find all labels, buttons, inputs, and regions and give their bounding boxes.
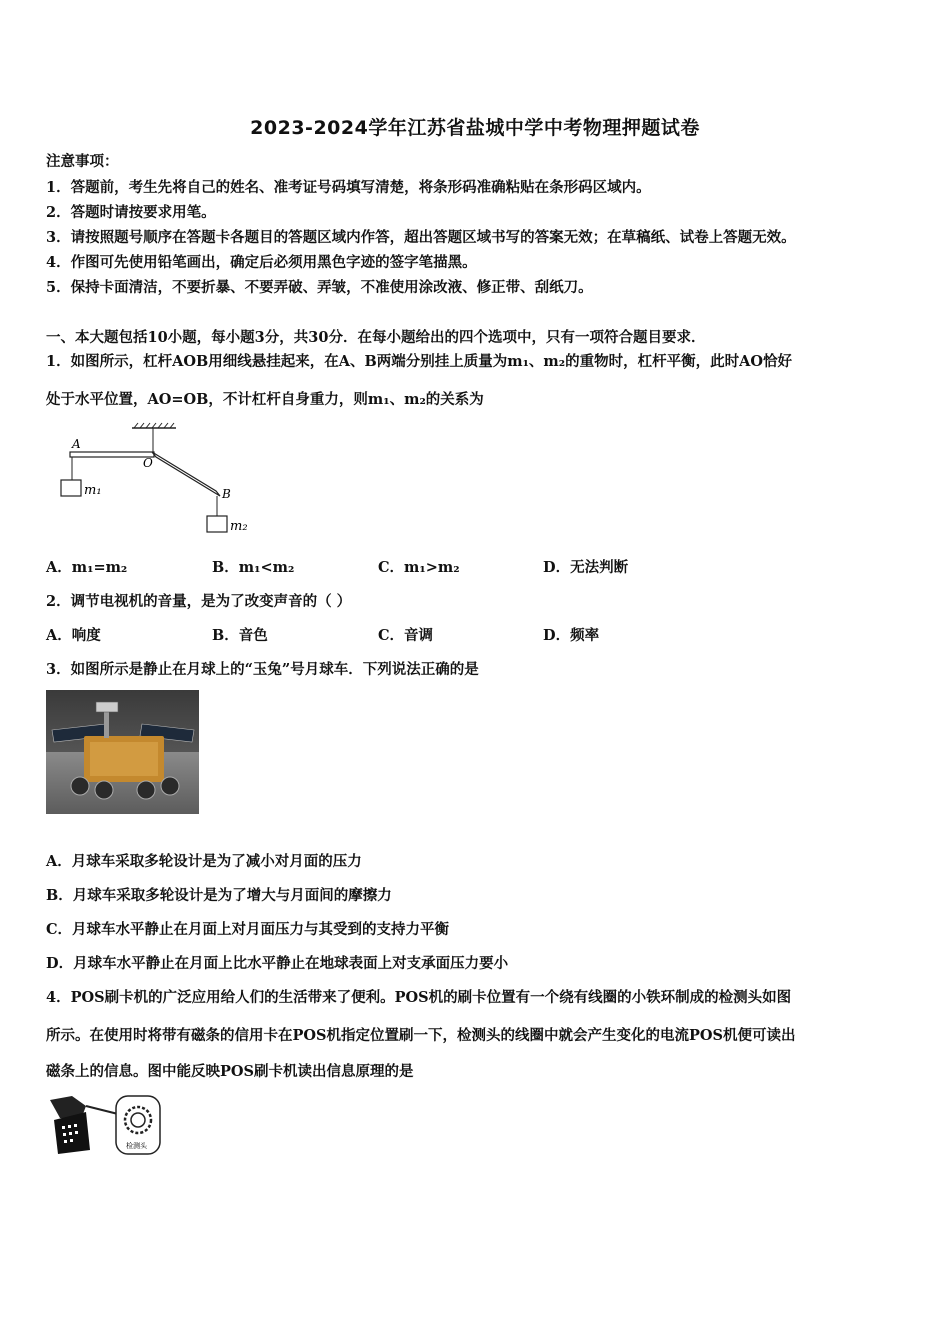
q3-stem: 3．如图所示是静止在月球上的“玉兔”号月球车．下列说法正确的是: [46, 661, 479, 678]
pos-reader-diagram: [46, 1092, 164, 1158]
notice-item: 4．作图可先使用铅笔画出，确定后必须用黑色字迹的签字笔描黑。: [46, 254, 477, 271]
q3-option-c: C．月球车水平静止在月面上对月面压力与其受到的支持力平衡: [46, 921, 450, 938]
page-title: 2023-2024学年江苏省盐城中学中考物理押题试卷: [250, 117, 700, 139]
q3-option-b: B．月球车采取多轮设计是为了增大与月面间的摩擦力: [46, 887, 392, 904]
notice-item: 1．答题前，考生先将自己的姓名、准考证号码填写清楚，将条形码准确粘贴在条形码区域内。: [46, 179, 651, 196]
q3-option-a: A．月球车采取多轮设计是为了减小对月面的压力: [46, 853, 362, 870]
q1-option-d: D．无法判断: [543, 559, 629, 576]
notice-item: 5．保持卡面清洁，不要折暴、不要弄破、弄皱，不准使用涂改液、修正带、刮纸刀。: [46, 279, 593, 296]
lever-diagram: [52, 422, 262, 544]
q1-stem-line2: 处于水平位置，AO=OB，不计杠杆自身重力，则m₁、m₂的关系为: [46, 391, 484, 408]
q4-stem-line3: 磁条上的信息。图中能反映POS刷卡机读出信息原理的是: [46, 1063, 414, 1080]
label-a: A: [72, 437, 81, 451]
q1-option-c: C．m₁>m₂: [378, 559, 460, 576]
q4-stem-line1: 4．POS刷卡机的广泛应用给人们的生活带来了便利。POS机的刷卡位置有一个绕有线圈的小铁环制成的检测头如图: [46, 989, 792, 1006]
label-m1: m₁: [84, 483, 102, 498]
q3-option-d: D．月球车水平静止在月面上比水平静止在地球表面上对支承面压力要小: [46, 955, 509, 972]
rover-image: [46, 690, 199, 814]
q1-option-a: A．m₁=m₂: [46, 559, 128, 576]
q2-option-a: A．响度: [46, 627, 101, 644]
detector-label: 检测头: [126, 1142, 147, 1150]
lunar-rover-photo: [46, 690, 199, 814]
q2-option-c: C．音调: [378, 627, 434, 644]
q1-option-b: B．m₁<m₂: [212, 559, 295, 576]
label-m2: m₂: [230, 519, 248, 534]
label-o: O: [143, 456, 153, 470]
notice-item: 3．请按照题号顺序在答题卡各题目的答题区域内作答，超出答题区域书写的答案无效；在草稿纸、试卷上答题无效。: [46, 229, 796, 246]
label-b: B: [222, 487, 231, 501]
q2-stem: 2．调节电视机的音量，是为了改变声音的（ ）: [46, 593, 352, 610]
q4-stem-line2: 所示。在使用时将带有磁条的信用卡在POS机指定位置刷一下，检测头的线圈中就会产生变化的电流POS机便可读出: [46, 1027, 796, 1044]
notice-heading: 注意事项：: [46, 153, 119, 170]
q2-option-d: D．频率: [543, 627, 600, 644]
section-heading: 一、本大题包括10小题，每小题3分，共30分．在每小题给出的四个选项中，只有一项符合题目要求．: [46, 329, 706, 346]
notice-item: 2．答题时请按要求用笔。: [46, 204, 216, 221]
q2-option-b: B．音色: [212, 627, 268, 644]
q1-stem-line1: 1．如图所示，杠杆AOB用细线悬挂起来，在A、B两端分别挂上质量为m₁、m₂的重物时，杠杆平衡，此时AO恰好: [46, 353, 792, 370]
